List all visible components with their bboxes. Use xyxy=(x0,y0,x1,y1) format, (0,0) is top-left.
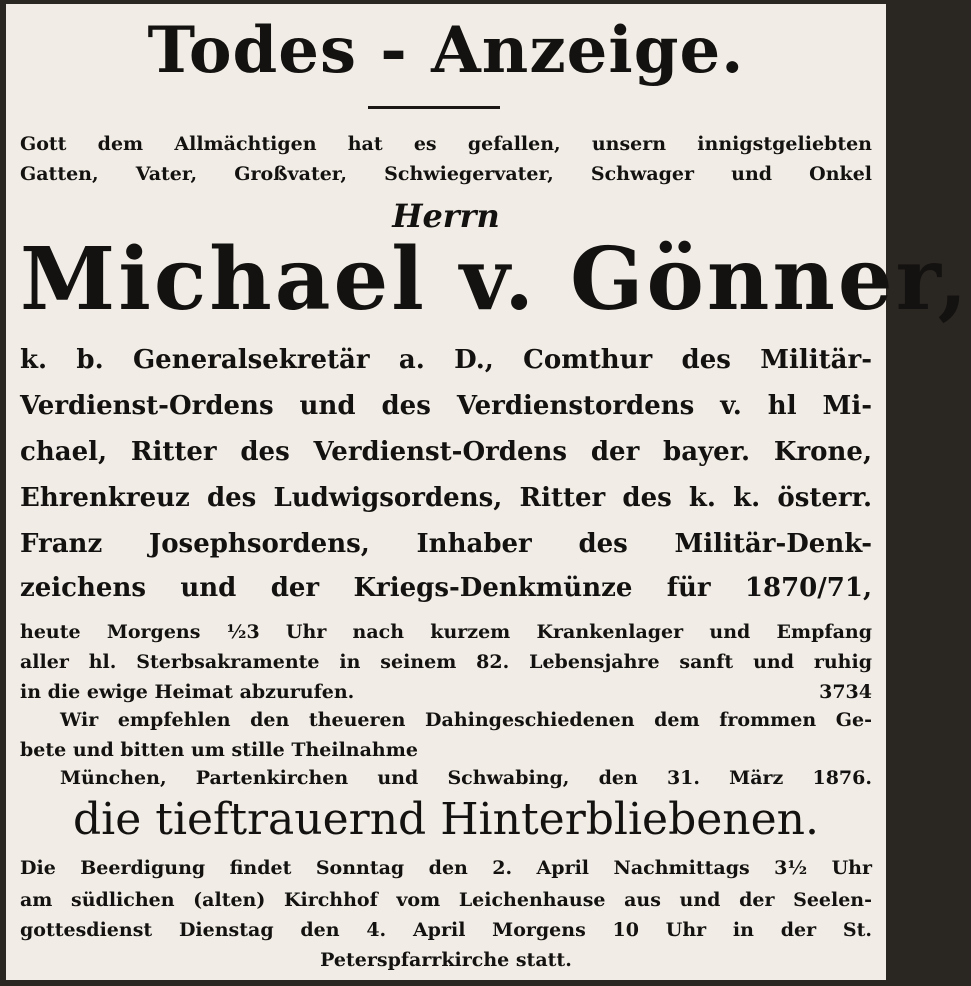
body-line-5: bete und bitten um stille Theilnahme xyxy=(20,739,418,761)
body-line-3-text: in die ewige Heimat abzurufen. xyxy=(20,681,355,703)
title-line-1: k. b. Generalsekretär a. D., Comthur des Militär- xyxy=(20,345,872,375)
body-line-2: aller hl. Sterbsakramente in seinem 82. Lebensjahre sanft und ruhig xyxy=(20,651,872,673)
intro-line-2: Gatten, Vater, Großvater, Schwiegervater, Schwager und Onkel xyxy=(20,163,872,185)
notice-title: Todes - Anzeige. xyxy=(147,13,745,88)
funeral-line-2: am südlichen (alten) Kirchhof vom Leichenhause aus und der Seelen- xyxy=(20,889,872,911)
body-line-4: Wir empfehlen den theueren Dahingeschiedenen dem frommen Ge- xyxy=(60,709,872,731)
title-divider xyxy=(368,106,500,109)
death-notice xyxy=(6,4,971,980)
title-line-6: zeichens und der Kriegs-Denkmünze für 1870/71, xyxy=(20,573,872,603)
body-line-1: heute Morgens ½3 Uhr nach kurzem Krankenlager und Empfang xyxy=(20,621,872,643)
title-line-2: Verdienst-Ordens und des Verdienstordens v. hl Mi- xyxy=(20,391,872,421)
funeral-line-4: Peterspfarrkirche statt. xyxy=(320,949,572,971)
intro-line-1: Gott dem Allmächtigen hat es gefallen, unsern innigstgeliebten xyxy=(20,133,872,155)
title-line-3: chael, Ritter des Verdienst-Ordens der bayer. Krone, xyxy=(20,437,872,467)
title-line-5: Franz Josephsordens, Inhaber des Militär-Denk- xyxy=(20,529,872,559)
reference-number: 3734 xyxy=(819,681,872,703)
place-date-line: München, Partenkirchen und Schwabing, den 31. März 1876. xyxy=(60,767,872,789)
funeral-line-1: Die Beerdigung findet Sonntag den 2. April Nachmittags 3½ Uhr xyxy=(20,857,872,879)
salutation: Herrn xyxy=(392,197,500,235)
mourners-line: die tieftrauernd Hinterbliebenen. xyxy=(73,794,819,845)
funeral-line-3: gottesdienst Dienstag den 4. April Morgens 10 Uhr in der St. xyxy=(20,919,872,941)
deceased-name: Michael v. Gönner, xyxy=(20,229,971,330)
title-line-4: Ehrenkreuz des Ludwigsordens, Ritter des k. k. österr. xyxy=(20,483,872,513)
